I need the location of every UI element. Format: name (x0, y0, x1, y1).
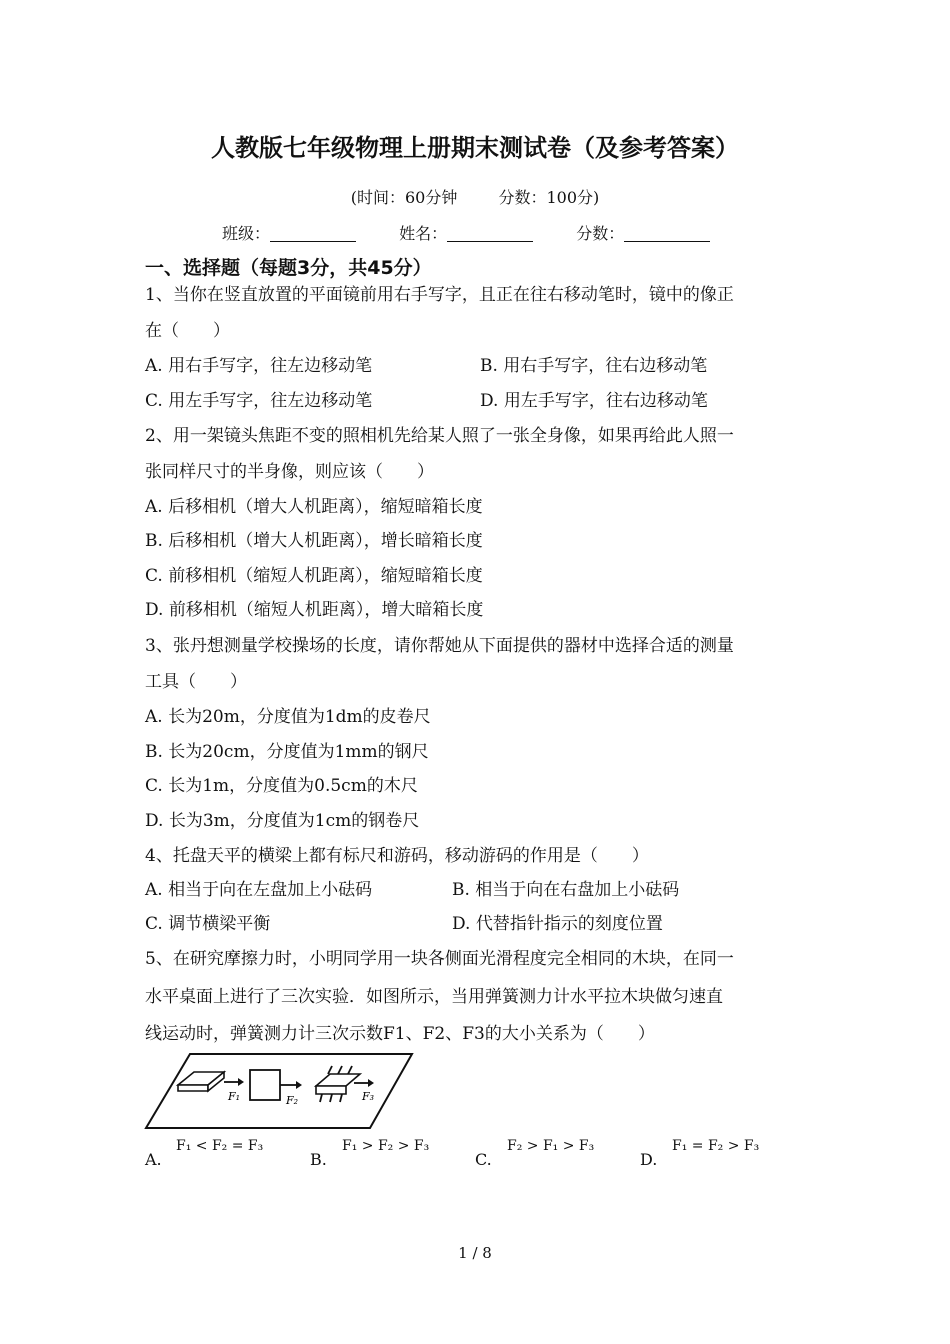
q1-option-a: A. 用右手写字，往左边移动笔 (145, 356, 373, 376)
name-label: 姓名： (399, 224, 448, 243)
page-title: 人教版七年级物理上册期末测试卷（及参考答案） (211, 134, 739, 162)
q3-option-a: A. 长为20m，分度值为1dm的皮卷尺 (145, 707, 431, 727)
figure-label-f3: F₃ (362, 1090, 375, 1103)
q5-option-c-math: F₂ > F₁ > F₃ (507, 1138, 595, 1154)
q5-stem-3: 线运动时，弹簧测力计三次示数F1、F2、F3的大小关系为（ ） (145, 1024, 655, 1044)
exam-score: 分数：100分) (498, 188, 600, 207)
q1-stem-1: 1、当你在竖直放置的平面镜前用右手写字，且正在往右移动笔时，镜中的像正 (145, 285, 734, 305)
q2-stem-1: 2、用一架镜头焦距不变的照相机先给某人照了一张全身像，如果再给此人照一 (145, 426, 734, 446)
q2-option-a: A. 后移相机（增大人机距离），缩短暗箱长度 (145, 497, 483, 517)
score-label: 分数： (576, 224, 625, 243)
q4-option-d: D. 代替指针指示的刻度位置 (452, 914, 663, 934)
q3-option-b: B. 长为20cm，分度值为1mm的钢尺 (145, 742, 429, 762)
q1-option-d: D. 用左手写字，往右边移动笔 (480, 391, 708, 411)
q2-option-c: C. 前移相机（缩短人机距离），缩短暗箱长度 (145, 566, 483, 586)
friction-figure (140, 1050, 420, 1130)
q4-option-b: B. 相当于向在右盘加上小砝码 (452, 880, 680, 900)
section-heading: 一、选择题（每题3分，共45分） (145, 257, 432, 279)
figure-label-f2: F₂ (286, 1094, 299, 1107)
q4-option-a: A. 相当于向在左盘加上小砝码 (145, 880, 373, 900)
block-upright (250, 1070, 280, 1100)
class-label: 班级： (222, 224, 271, 243)
q5-option-d-math: F₁ = F₂ > F₃ (672, 1138, 760, 1154)
q3-option-d: D. 长为3m，分度值为1cm的钢卷尺 (145, 811, 420, 831)
q5-option-c-letter: C. (475, 1150, 492, 1169)
q2-option-b: B. 后移相机（增大人机距离），增长暗箱长度 (145, 531, 483, 551)
q3-option-c: C. 长为1m，分度值为0.5cm的木尺 (145, 776, 418, 796)
q5-option-d-letter: D. (640, 1150, 658, 1169)
q5-stem-1: 5、在研究摩擦力时，小明同学用一块各侧面光滑程度完全相同的木块，在同一 (145, 949, 734, 969)
q4-option-c: C. 调节横梁平衡 (145, 914, 271, 934)
class-blank[interactable] (270, 225, 356, 242)
q4-stem-1: 4、托盘天平的横梁上都有标尺和游码，移动游码的作用是（ ） (145, 846, 649, 866)
q1-option-c: C. 用左手写字，往左边移动笔 (145, 391, 373, 411)
exam-time: (时间：60分钟 (350, 188, 458, 207)
figure-label-f1: F₁ (228, 1090, 241, 1103)
name-blank[interactable] (447, 225, 533, 242)
q5-stem-2: 水平桌面上进行了三次实验．如图所示，当用弹簧测力计水平拉木块做匀速直 (145, 987, 723, 1007)
q5-option-a-letter: A. (145, 1150, 162, 1169)
exam-meta (0, 185, 950, 208)
q1-stem-2: 在（ ） (145, 321, 230, 341)
q5-option-a-math: F₁ < F₂ = F₃ (176, 1138, 264, 1154)
q2-stem-2: 张同样尺寸的半身像，则应该（ ） (145, 462, 434, 482)
q3-stem-1: 3、张丹想测量学校操场的长度，请你帮她从下面提供的器材中选择合适的测量 (145, 636, 734, 656)
q2-option-d: D. 前移相机（缩短人机距离），增大暗箱长度 (145, 600, 484, 620)
page-number: 1 / 8 (458, 1244, 492, 1262)
q5-option-b-letter: B. (310, 1150, 327, 1169)
student-fields (222, 221, 748, 244)
score-blank[interactable] (624, 225, 710, 242)
q3-stem-2: 工具（ ） (145, 672, 247, 692)
q5-option-b-math: F₁ > F₂ > F₃ (342, 1138, 430, 1154)
q1-option-b: B. 用右手写字，往右边移动笔 (480, 356, 708, 376)
